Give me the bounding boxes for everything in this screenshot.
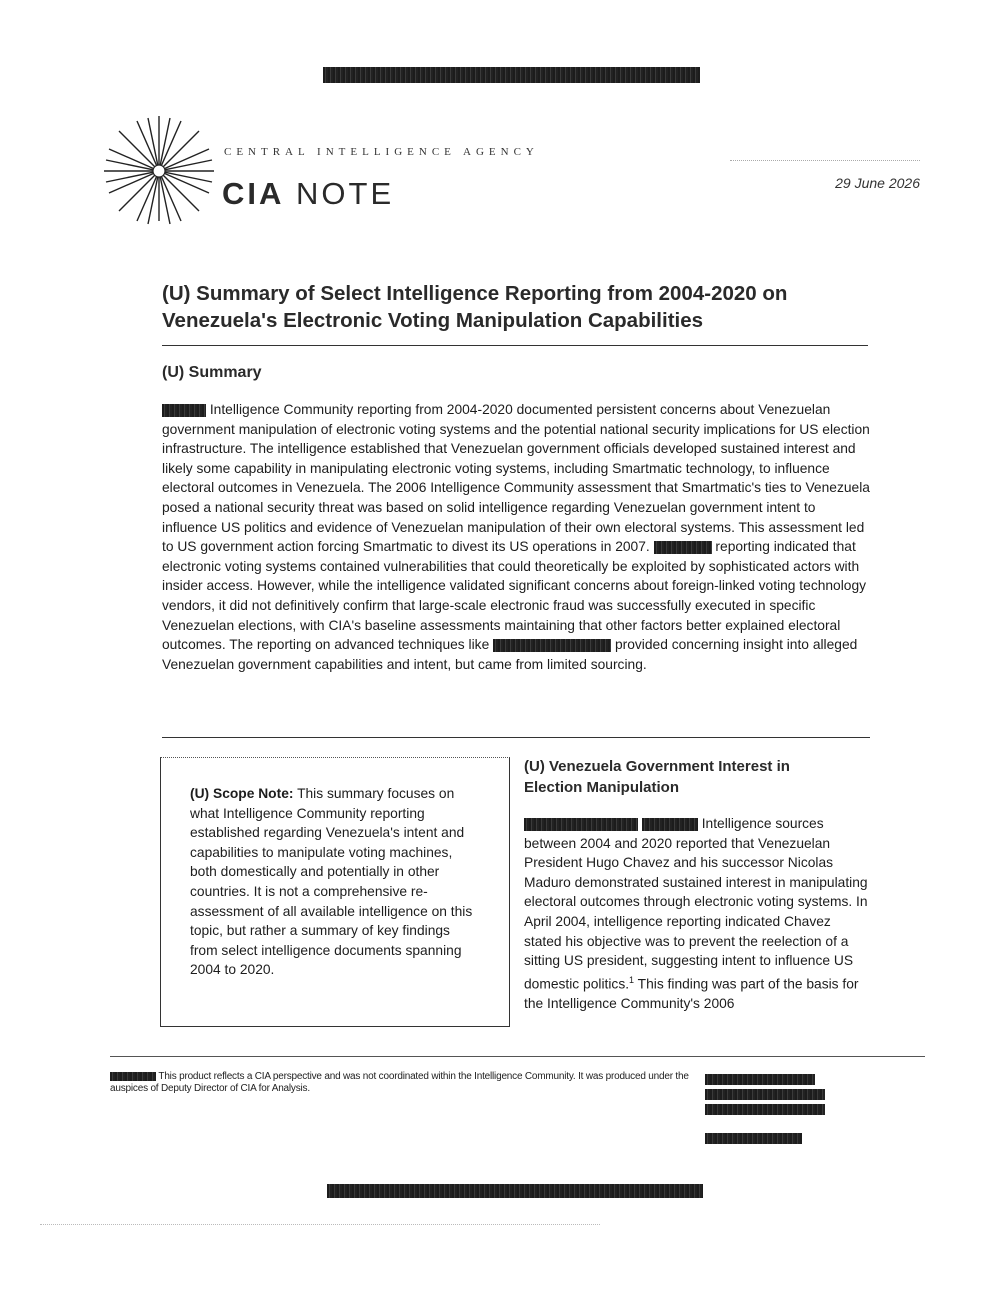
summary-text-part2: reporting indicated that electronic voting systems contained vulnerabilities that could theoretically be exploited by sophisticated actors with insider access. However, while the intelligence validated significant concerns about foreign-linked voting technology vendors, it did not definitively confirm that large-scale electronic fraud was successfully executed in specific Venezuelan elections, with CIA's baseline assessments maintaining that other factors better explained electoral outcomes. The reporting on advanced techniques like — [162, 539, 867, 653]
summary-paragraph — [162, 400, 870, 674]
classification-redaction-2 — [524, 818, 638, 831]
footer-redaction-1 — [705, 1074, 815, 1085]
scope-note-label: (U) Scope Note: — [190, 786, 294, 801]
footnote-marker: 1 — [629, 974, 635, 985]
technique-redaction — [493, 639, 611, 652]
classification-redaction — [162, 404, 206, 417]
document-date: 29 June 2026 — [835, 175, 920, 191]
footer-text: This product reflects a CIA perspective and was not coordinated within the Intelligence Community. It was produced under the auspices of Deputy Director of CIA for Analysis. — [110, 1071, 689, 1094]
source-redaction — [654, 541, 712, 554]
footer-note — [110, 1071, 690, 1095]
agency-name: CENTRAL INTELLIGENCE AGENCY — [224, 146, 539, 158]
cia-note-light: NOTE — [296, 176, 395, 211]
interest-heading: (U) Venezuela Government Interest in Election Manipulation — [524, 758, 790, 796]
redaction-bar-top — [323, 67, 700, 83]
summary-text-part1: Intelligence Community reporting from 2004-2020 documented persistent concerns about Venezuelan government manipulation of electronic voting systems and the potential national security implications for US election infrastructure. The intelligence established that Venezuelan government officials developed sustained interest and likely some capability in manipulating electronic voting systems, including Smartmatic technology, to influence electoral outcomes in Venezuela. The 2006 Intelligence Community assessment that Smartmatic's ties to Venezuela posed a national security threat was based on solid intelligence regarding Venezuelan government intent to influence US politics and evidence of Venezuelan manipulation of their own electoral systems. This assessment led to US government action forcing Smartmatic to divest its US operations in 2007. — [162, 402, 870, 555]
cia-compass-star-logo — [104, 116, 214, 226]
footer-redaction-2 — [705, 1089, 825, 1100]
footer-classification-redaction — [110, 1072, 156, 1081]
classification-redaction-3 — [642, 818, 698, 831]
cia-note-title — [222, 176, 394, 212]
title-rule — [162, 345, 868, 346]
interest-text-cont: This finding was part of the basis for the Intelligence Community's 2006 — [524, 976, 859, 1011]
date-dotted-line — [730, 160, 920, 161]
interest-text: Intelligence sources between 2004 and 2020 reported that Venezuelan President Hugo Chavez and his successor Nicolas Maduro demonstrated sustained interest in manipulating electoral outcomes through electronic voting systems. In April 2004, intelligence reporting indicated Chavez stated his objective was to prevent the reelection of a sitting US president, suggesting intent to influence US domestic politics. — [524, 816, 868, 992]
summary-text-part3: provided concerning insight into alleged Venezuelan government capabilities and intent, but came from limited sourcing. — [162, 637, 858, 672]
scope-note — [190, 784, 480, 980]
summary-heading: (U) Summary — [162, 364, 262, 381]
interest-paragraph — [524, 814, 870, 1014]
summary-rule — [162, 737, 870, 738]
scan-specks-bottom — [40, 1224, 600, 1225]
cia-note-bold: CIA — [222, 176, 285, 211]
redaction-bar-bottom — [327, 1184, 703, 1198]
footer-redaction-4 — [705, 1133, 802, 1144]
document-title: (U) Summary of Select Intelligence Reporting from 2004-2020 on Venezuela's Electronic Voting Manipulation Capabilities — [162, 282, 788, 332]
scope-note-text: This summary focuses on what Intelligence Community reporting established regarding Venezuela's intent and capabilities to manipulate voting machines, both domestically and potentially in other countries. It is not a comprehensive re-assessment of all available intelligence on this topic, but rather a summary of key findings from select intelligence documents spanning 2004 to 2020. — [190, 786, 473, 978]
footer-rule — [110, 1056, 925, 1057]
footer-redaction-3 — [705, 1104, 825, 1115]
